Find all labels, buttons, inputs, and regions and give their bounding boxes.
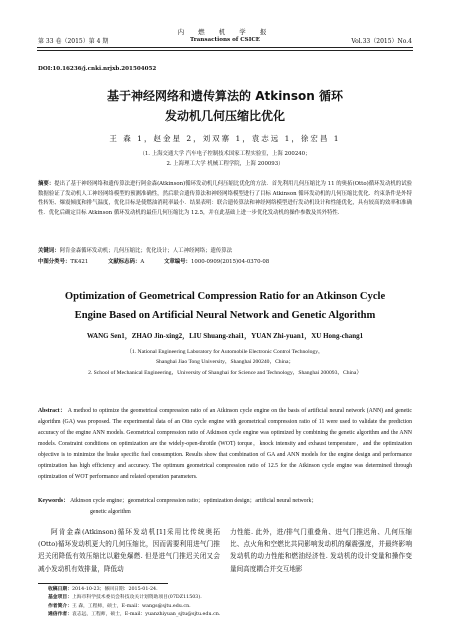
footnote-received	[48, 586, 220, 594]
contact-label: 通信作者：	[48, 612, 72, 618]
paper-title-cn-line1: 基于神经网络和遗传算法的 Atkinson 循环	[107, 89, 343, 103]
paper-title-cn-line2: 发动机几何压缩比优化	[164, 109, 285, 123]
footnote-contact	[48, 611, 220, 619]
fund-value: 上海市科学技术委员会科技攻关计划资助项目(07DZ11503).	[72, 595, 202, 601]
affiliation-en-2: Shanghai Jiao Tong University，Shanghai 200240，China；	[155, 359, 295, 366]
contact-value: 袁志远，工程师，硕士，E-mail：yuanzhiyuan_sjtu@sjtu.edu.cn.	[72, 612, 221, 618]
article-no-label: 文章编号：	[163, 259, 191, 265]
keywords-en-label: Keywords：	[38, 498, 69, 504]
keywords-cn-label: 关键词：	[38, 248, 60, 254]
fund-label: 基金项目：	[48, 595, 72, 601]
authors-en: WANG Sen1，ZHAO Jin-xing2，LIU Shuang-zhai1，YUAN Zhi-yuan1，XU Hong-chang1	[86, 332, 364, 340]
header-volume-en: Vol.33（2015）No.4	[351, 38, 412, 45]
clc-value: TK421	[70, 259, 89, 265]
footnote-rule	[38, 583, 168, 584]
affiliations-en	[30, 347, 420, 378]
paper-title-en	[0, 287, 450, 325]
paper-title-cn	[0, 86, 450, 126]
body-column-right	[230, 526, 412, 575]
footnote-author	[48, 603, 220, 611]
journal-title-cn: 内 燃 机 学 报	[177, 28, 273, 36]
affiliation-en-3: 2. School of Mechanical Engineering，University of Shanghai for Science and Technology，Shanghai 200093，China）	[88, 369, 362, 376]
keywords-en-text-1: Atkinson cycle engine；geometrical compression ratio；optimization design；artificial neural network；	[70, 498, 318, 504]
keywords-en-text-2: genetic algorithm	[90, 509, 131, 515]
abstract-en-label: Abstract：	[38, 408, 67, 414]
body-column-left	[38, 526, 220, 575]
header-volume-cn: 第 33 卷（2015）第 4 期	[38, 38, 109, 45]
affiliation-en-1: （1. National Engineering Laboratory for Automobile Electronic Control Technology，	[126, 349, 324, 355]
author-value: 王 森，工程师，硕士，E-mail：wangs@sjtu.edu.cn.	[72, 603, 191, 609]
body-paragraph-left: 阿肯金森(Atkinson)循环发动机[1]采用比传统奥拓(Otto)循环发动机更大的几何压缩比，因而需要利用进气门推迟关闭降低有效压缩比以避免爆燃. 但是进气门推迟关闭又会减小发动机有效排量，降低动	[38, 528, 220, 573]
clc-label: 中图分类号：	[38, 259, 71, 265]
keywords-cn-text: 阿肯金森循环发动机；几何压缩比；优化设计；人工神经网络；遗传算法	[59, 248, 233, 254]
abstract-en-text: A method to optimize the geometrical compression ratio of an Atkinson cycle engine on the basis of artificial neural network (ANN) and genetic algorithm (GA) was proposed. The experimental data of an Otto cycle engine with geometrical compression ratio of 11 were used to validate the prediction accuracy of the engine ANN models. Geometrical compression ratio of Atkinson cycle engine was optimized by combining the genetic algorithm and the ANN models. Constraint conditions on optimization are the widely-open-throttle (WOT) torque，knock intensity and exhaust temperature，and the optimization objective is to minimize the brake specific fuel consumption. Results show that combination of GA and ANN models for the engine design and performance optimization has high efficiency and accuracy. The optimum geometrical compression ratio of 12.5 for the Atkinson cycle engine was determined through optimization of WOT performance and related operation parameters.	[38, 408, 412, 480]
abstract-cn	[38, 180, 412, 218]
doc-code-value: A	[140, 259, 145, 265]
abstract-en	[38, 406, 412, 483]
abstract-cn-label: 摘要：	[38, 181, 55, 187]
body-paragraph-right: 力性能. 此外，进/排气门重叠角、进气门推迟角、几何压缩比、点火角和空燃比共同影响发动机的爆震强度，并最终影响发动机的动力性能和燃油经济性. 发动机的设计变量和操作变量间高度耦合并交互地影	[230, 528, 412, 573]
affiliation-cn-1: （1. 上海交通大学 汽车电子控制技术国家工程实验室，上海 200240；	[139, 151, 311, 157]
classification-row	[38, 257, 287, 265]
paper-title-en-line2: Engine Based on Artificial Neural Network and Genetic Algorithm	[74, 310, 376, 321]
abstract-cn-text: 提出了基于神经网络和遗传算法进行阿金森(Atkinson)循环发动机几何压缩比优化的方法．首先利用几何压缩比为 11 的奥拓(Otto)循环发动机的试验数据验证了发动机人工神经网络模型的预测准确性，然后联合遗传算法和神经网络模型进行了目标 Atkinson 循环发动机的几何压缩比优化．约束条件是外特性转矩、爆震倾度和排气温度，优化目标是使燃油消耗率最小．结果表明：联合遗传算法和神经网络模型进行发动机设计和性能优化，具有较高的效率和准确性．优化后确定目标 Atkinson 循环发动机的最佳几何压缩比为 12.5，并在此基础上进一步优化发动机的操作参数及其外特性．	[38, 181, 412, 216]
article-no-value: 1000-0909(2015)04-0370-08	[190, 259, 270, 265]
footnote-fund	[48, 594, 220, 602]
journal-title-en: Transactions of CSICE	[189, 37, 261, 43]
doi[interactable]: DOI:10.16236/j.cnki.nrjxb.201504052	[38, 66, 157, 72]
keywords-en	[38, 496, 412, 518]
received-label: 收稿日期：	[48, 587, 72, 592]
affiliation-cn-2: 2. 上海理工大学 机械工程学院，上海 200093）	[166, 161, 284, 167]
keywords-cn	[38, 246, 412, 254]
header-rule-thin	[37, 50, 413, 51]
authors-cn: 王 森 1，赵金星 2，刘双寨 1，袁志远 1，徐宏昌 1	[109, 134, 341, 143]
paper-title-en-line1: Optimization of Geometrical Compression Ratio for an Atkinson Cycle	[64, 291, 386, 302]
author-label: 作者简介：	[48, 603, 72, 609]
footnote	[48, 586, 220, 620]
received-value: 2014-10-23；修回日期：2015-01-24.	[72, 587, 158, 592]
header-rule-thick	[37, 47, 413, 48]
affiliations-cn	[0, 149, 450, 169]
doc-code-label: 文献标志码：	[108, 259, 141, 265]
